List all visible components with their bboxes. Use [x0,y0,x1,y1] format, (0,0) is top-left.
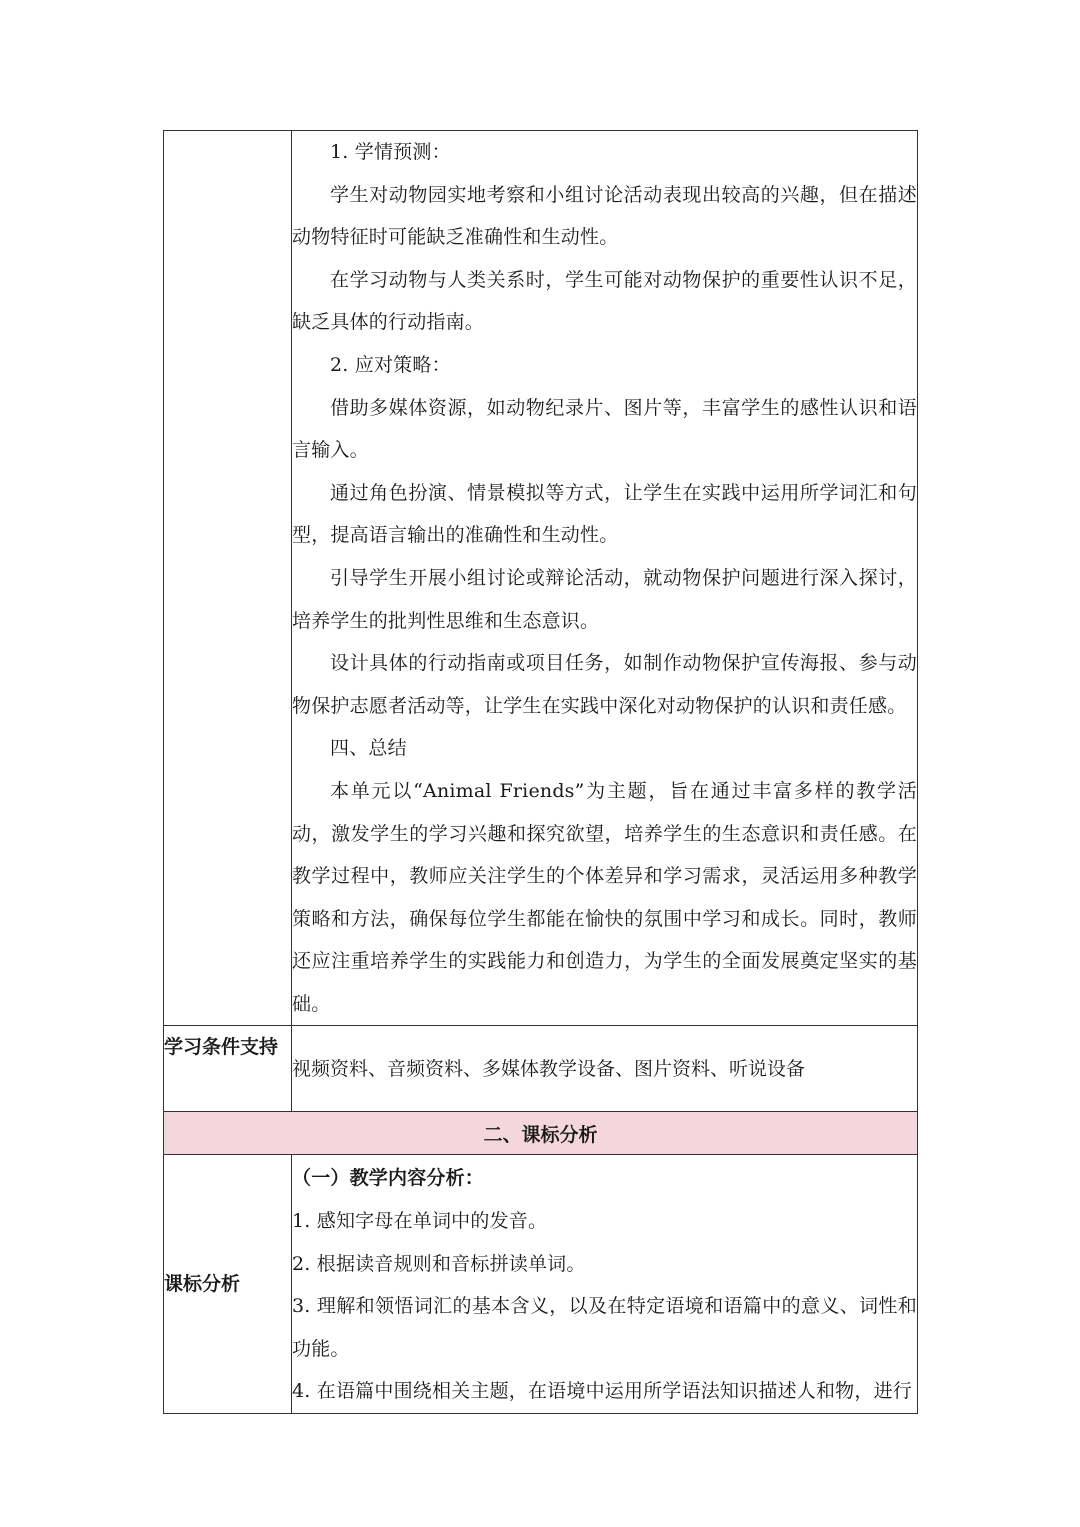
paragraph: 在学习动物与人类关系时，学生可能对动物保护的重要性认识不足，缺乏具体的行动指南。 [292,268,917,334]
subheading: （一）教学内容分析： [292,1167,485,1190]
paragraph: 通过角色扮演、情景模拟等方式，让学生在实践中运用所学词汇和句型，提高语言输出的准确性和生动性。 [292,481,917,547]
support-label: 学习条件支持 [164,1026,292,1112]
list-item: 4. 在语篇中围绕相关主题，在语境中运用所学语法知识描述人和物，进行 [292,1380,912,1403]
paragraph: 四、总结 [330,737,407,760]
paragraph: 学生对动物园实地考察和小组讨论活动表现出较高的兴趣，但在描述动物特征时可能缺乏准确性和生动性。 [292,183,917,249]
empty-left-cell [164,131,292,1026]
paragraph: 设计具体的行动指南或项目任务，如制作动物保护宣传海报、参与动物保护志愿者活动等，让学生在实践中深化对动物保护的认识和责任感。 [292,652,917,717]
paragraph: 2. 应对策略： [330,353,451,376]
list-item: 3. 理解和领悟词汇的基本含义，以及在特定语境和语篇中的意义、词性和功能。 [292,1295,917,1360]
paragraph: 1. 学情预测： [330,141,451,163]
list-item: 2. 根据读音规则和音标拼读单词。 [292,1252,586,1275]
row-curriculum-analysis [164,1155,918,1414]
analysis-content-cell [292,131,918,1026]
list-item: 1. 感知字母在单词中的发音。 [292,1210,548,1233]
support-content: 视频资料、音频资料、多媒体教学设备、图片资料、听说设备 [292,1026,918,1112]
lesson-plan-table [163,130,918,1414]
section-title: 二、课标分析 [164,1112,918,1155]
curriculum-content-cell [292,1155,918,1414]
row-section-header [164,1112,918,1155]
curriculum-label: 课标分析 [164,1155,292,1414]
row-analysis-continued [164,131,918,1026]
paragraph: 本单元以“Animal Friends”为主题，旨在通过丰富多样的教学活动，激发学生的学习兴趣和探究欲望，培养学生的生态意识和责任感。在教学过程中，教师应关注学生的个体差异和学习需求，灵活运用多种教学策略和方法，确保每位学生都能在愉快的氛围中学习和成长。同时，教师还应注重培养学生的实践能力和创造力，为学生的全面发展奠定坚实的基础。 [292,779,917,1015]
row-learning-support [164,1026,918,1112]
paragraph: 引导学生开展小组讨论或辩论活动，就动物保护问题进行深入探讨，培养学生的批判性思维和生态意识。 [292,566,917,632]
paragraph: 借助多媒体资源，如动物纪录片、图片等，丰富学生的感性认识和语言输入。 [292,396,917,462]
